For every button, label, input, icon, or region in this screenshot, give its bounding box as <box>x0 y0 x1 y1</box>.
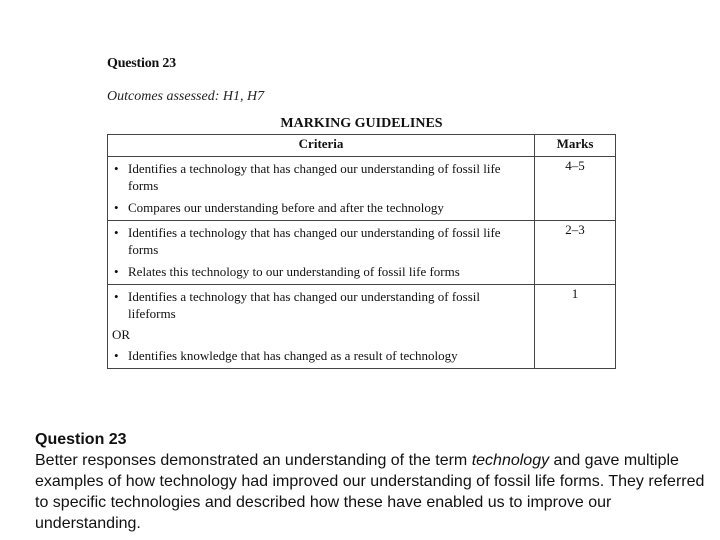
bullet-icon: • <box>114 348 119 363</box>
question-title: Question 23 <box>107 56 176 71</box>
table-row <box>108 285 616 369</box>
table-row <box>108 157 616 221</box>
criterion-item <box>108 288 534 322</box>
criterion-text: Identifies a technology that has changed our understanding of fossil lifeforms <box>128 289 480 321</box>
criterion-item <box>108 199 534 216</box>
marks-cell: 4–5 <box>535 157 616 221</box>
criteria-cell <box>108 157 535 221</box>
bullet-icon: • <box>114 225 119 240</box>
criterion-item <box>108 263 534 280</box>
criterion-text: Identifies knowledge that has changed as a result of technology <box>128 348 458 363</box>
criterion-text: Relates this technology to our understanding of fossil life forms <box>128 264 460 279</box>
outcomes-assessed: Outcomes assessed: H1, H7 <box>107 89 265 104</box>
criterion-item <box>108 224 534 258</box>
comment-text-end: and gave multiple examples of how technology had improved our understanding of fossil life forms. They referred to specific technologies and described how these have enabled us to improve our understanding. <box>35 452 705 532</box>
bullet-icon: • <box>114 264 119 279</box>
bullet-icon: • <box>114 200 119 215</box>
criterion-item <box>108 160 534 194</box>
or-label: OR <box>112 327 131 342</box>
bullet-icon: • <box>114 161 119 176</box>
table-row <box>108 221 616 285</box>
marks-cell: 1 <box>535 285 616 369</box>
criterion-item <box>108 347 534 364</box>
criterion-text: Identifies a technology that has changed our understanding of fossil life forms <box>128 225 501 257</box>
criterion-text: Compares our understanding before and after the technology <box>128 200 444 215</box>
marks-cell: 2–3 <box>535 221 616 285</box>
marking-guidelines-title: MARKING GUIDELINES <box>280 116 443 131</box>
criterion-text: Identifies a technology that has changed our understanding of fossil life forms <box>128 161 501 193</box>
criteria-cell <box>108 285 535 369</box>
table-header-row <box>108 135 616 157</box>
criteria-cell <box>108 221 535 285</box>
marks-header: Marks <box>535 135 616 157</box>
comment-term: technology <box>471 452 550 469</box>
marker-comment <box>35 429 715 534</box>
criteria-header: Criteria <box>108 135 535 157</box>
bullet-icon: • <box>114 289 119 304</box>
comment-title: Question 23 <box>35 431 127 448</box>
marking-guidelines-table <box>107 134 616 369</box>
comment-text-start: Better responses demonstrated an understanding of the term <box>35 452 472 469</box>
